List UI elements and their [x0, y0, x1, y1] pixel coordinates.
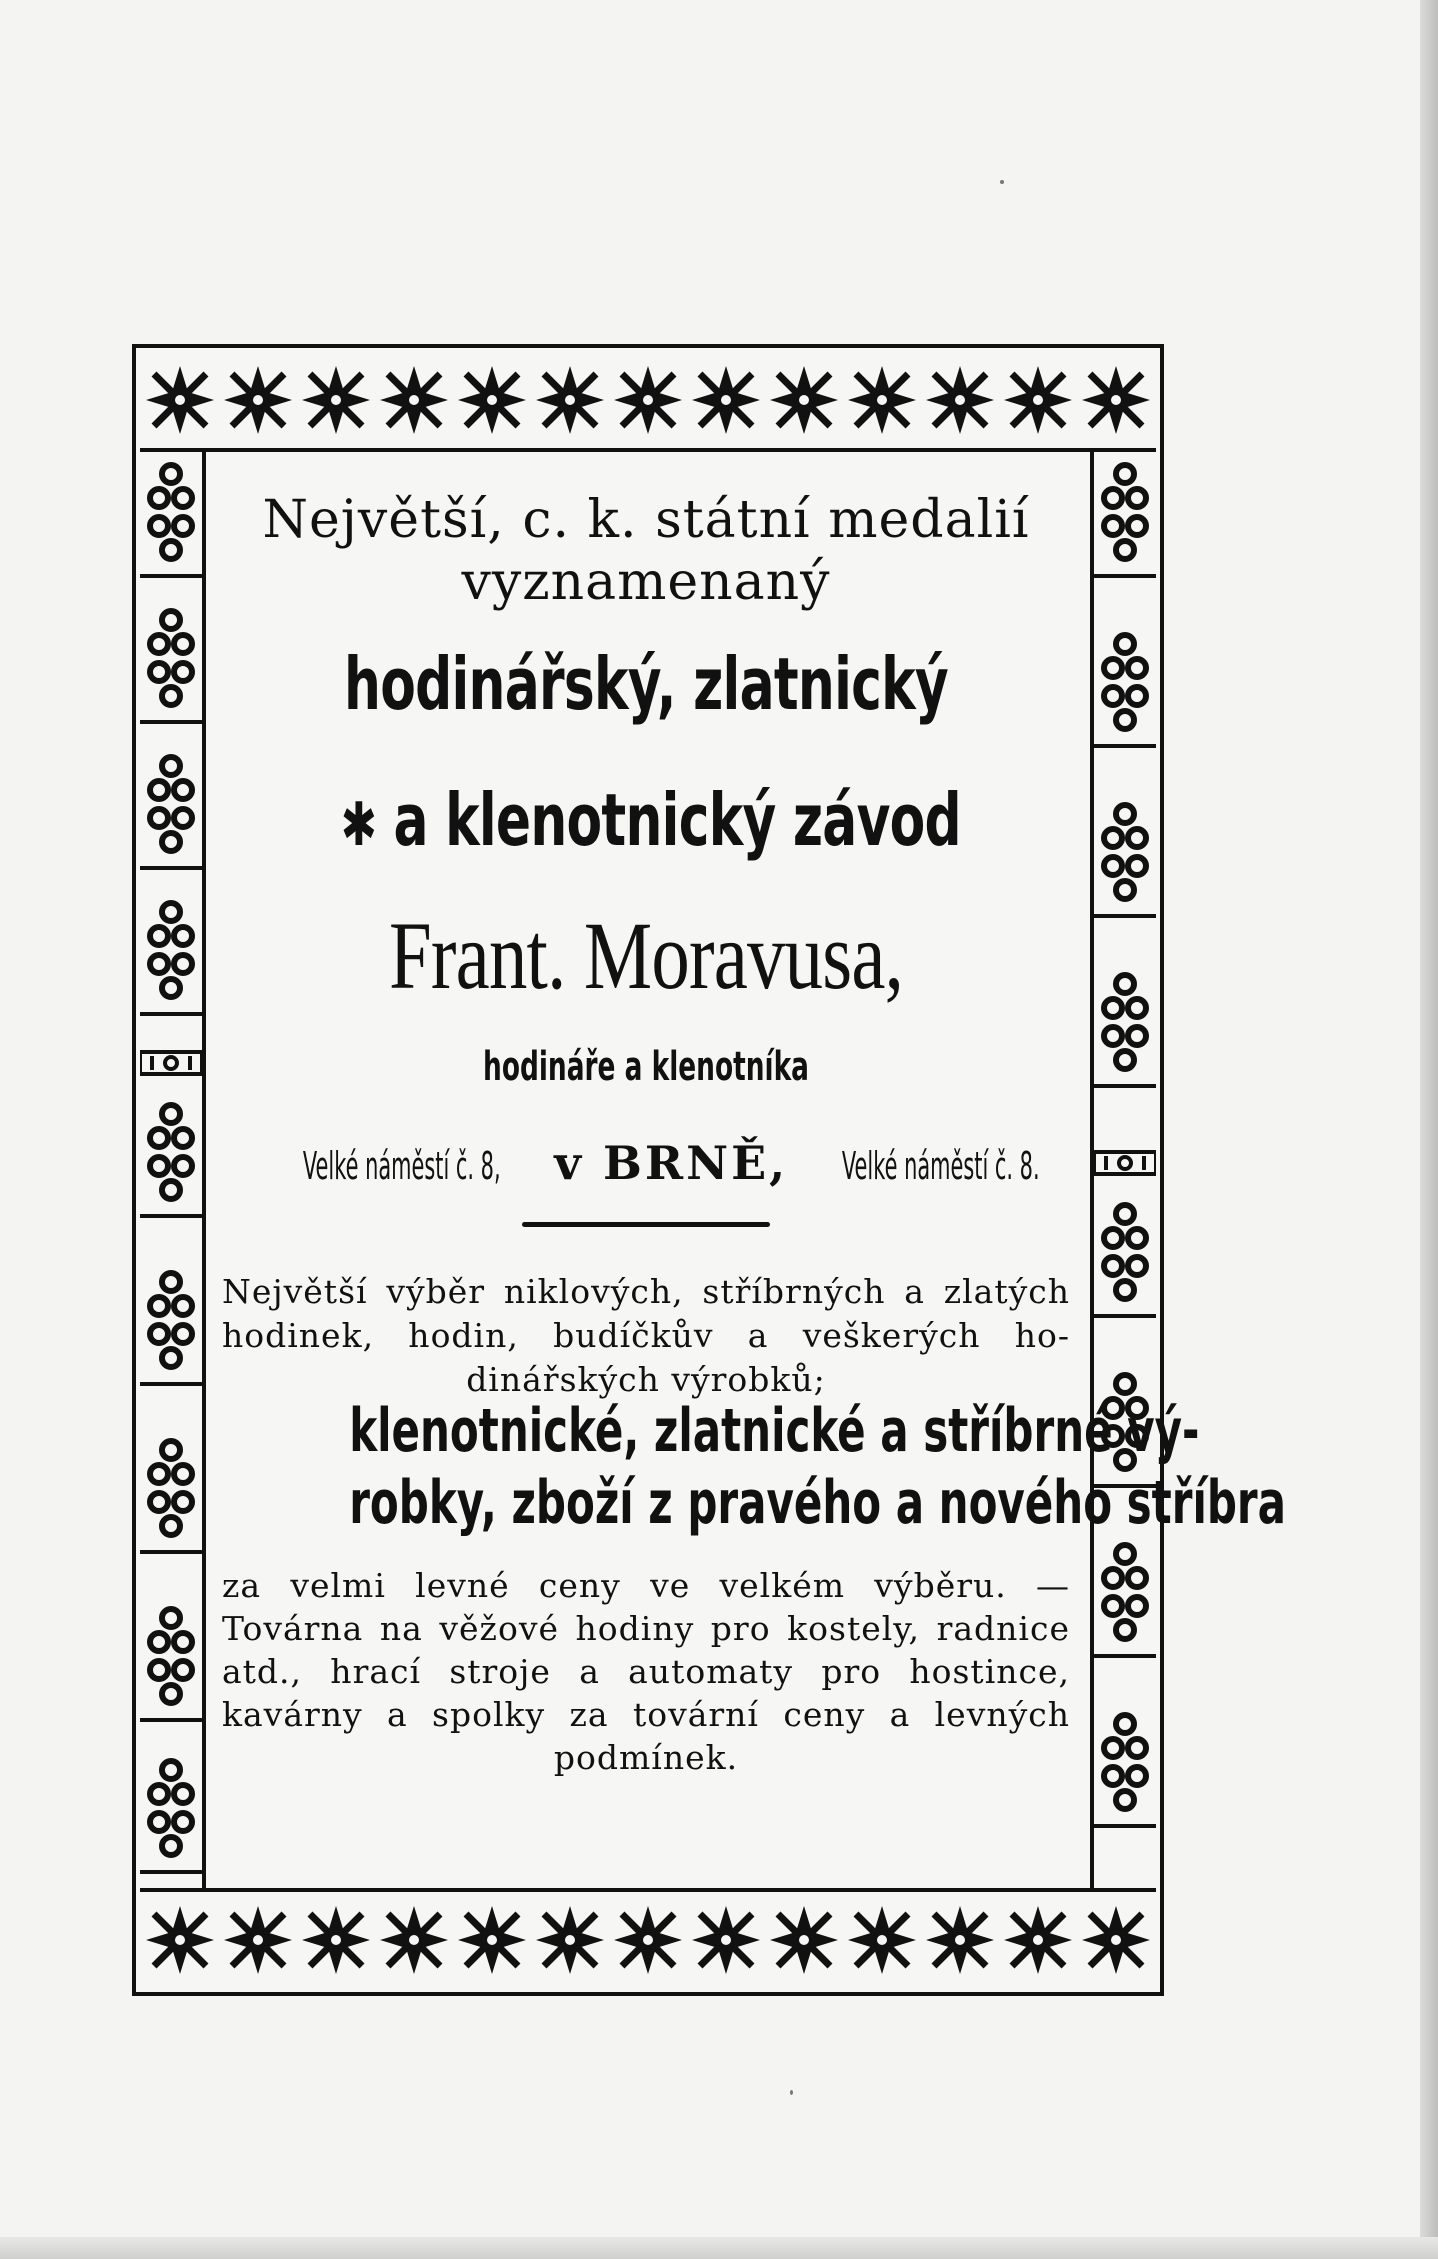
ornament-column-left: [140, 452, 206, 1892]
address-left: Velké náměstí č. 8,: [302, 1144, 501, 1188]
page-bottom-shadow: [0, 2237, 1438, 2259]
ornament-band-top: [140, 352, 1156, 452]
paper-speck: [1000, 180, 1004, 184]
description-2-line: Továrna na věžové hodiny pro kostely, radnice: [222, 1609, 1070, 1648]
owner-name: Frant. Moravusa,: [388, 902, 904, 1009]
business-line-2-row: [340, 778, 961, 862]
products-line-2: robky, zboží z pravého a nového stříbra: [349, 1468, 1286, 1538]
address-line: [222, 1136, 1070, 1190]
paper-speck: [790, 2090, 793, 2095]
description-2-line: atd., hrací stroje a automaty pro hostince,: [222, 1652, 1070, 1691]
ornament-pattern-top: [140, 352, 1156, 448]
intro-line-1: Největší, c. k. státní medalií: [262, 490, 1030, 550]
description-1-line: Největší výběr niklových, stříbrných a zlatých: [222, 1272, 1070, 1311]
page-edge-shadow: [1420, 0, 1438, 2259]
description-2-line: za velmi levné ceny ve velkém výběru. —: [222, 1566, 1070, 1605]
city-name: v BRNĚ,: [554, 1136, 789, 1190]
star-icon: ✱: [340, 790, 377, 860]
ornament-circles-left: [140, 452, 202, 1892]
description-2: [222, 1564, 1070, 1779]
business-line-2: a klenotnický závod: [393, 778, 961, 862]
divider-rule: [522, 1222, 770, 1227]
business-line-1: hodinářský, zlatnický: [344, 642, 948, 726]
description-1-line: hodinek, hodin, budíčkův a veškerých ho-: [222, 1316, 1070, 1355]
advertisement-frame: [132, 344, 1286, 1996]
advertisement-content: [222, 460, 1286, 1884]
owner-title: hodináře a klenotníka: [483, 1044, 809, 1090]
ornament-column-right: [1090, 452, 1156, 1892]
description-2-line: kavárny a spolky za tovární ceny a levných: [222, 1695, 1070, 1734]
description-2-line: podmínek.: [553, 1738, 739, 1777]
intro-line-2: vyznamenaný: [461, 552, 831, 612]
products-line-1: klenotnické, zlatnické a stříbrné vý-: [349, 1396, 1200, 1466]
description-1-line: dinářských výrobků;: [466, 1360, 826, 1399]
address-right: Velké náměstí č. 8.: [841, 1144, 1040, 1188]
description-1: [222, 1270, 1070, 1402]
ornament-pattern-bottom: [140, 1892, 1156, 1988]
ornament-band-bottom: [140, 1888, 1156, 1988]
ornament-circles-right: [1094, 452, 1156, 1892]
